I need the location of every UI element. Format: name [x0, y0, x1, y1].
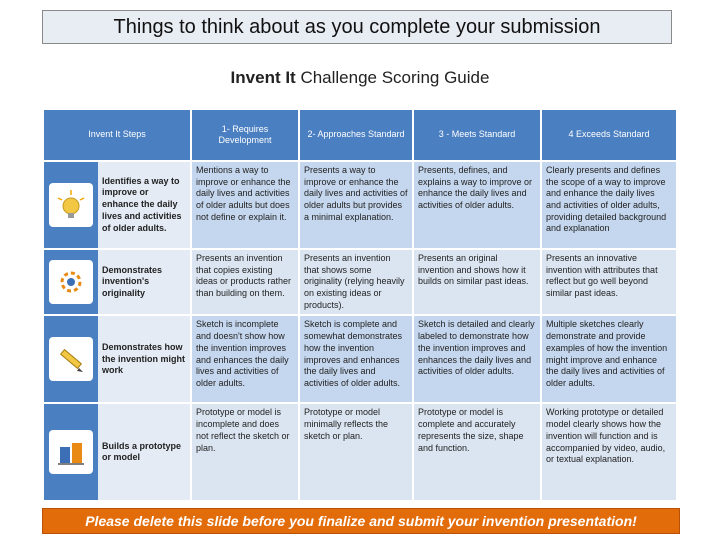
column-header-4: 4 Exceeds Standard [542, 110, 676, 160]
scoring-rubric-table [42, 108, 678, 502]
invent-it-icon [49, 260, 93, 304]
criteria-cell: Presents an original invention and shows how it builds on similar past ideas. [414, 250, 540, 314]
step-label: Builds a prototype or model [98, 404, 190, 500]
criteria-cell: Prototype or model minimally reflects the sketch or plan. [300, 404, 412, 500]
sketch-it-icon [49, 337, 93, 381]
column-header-steps: Invent It Steps [44, 110, 190, 160]
criteria-cell: Prototype or model is complete and accurately represents the size, shape and function. [414, 404, 540, 500]
criteria-cell: Mentions a way to improve or enhance the daily lives and activities of older adults but does not define or explain it. [192, 162, 298, 248]
column-header-3: 3 - Meets Standard [414, 110, 540, 160]
criteria-cell: Multiple sketches clearly demonstrate and provide examples of how the invention might improve and enhance the daily lives and activities of older adults. [542, 316, 676, 402]
delete-slide-banner: Please delete this slide before you finalize and submit your invention presentation! [42, 508, 680, 534]
think-it-icon [49, 183, 93, 227]
column-header-1: 1- Requires Development [192, 110, 298, 160]
step-cell [44, 162, 190, 248]
criteria-cell: Presents, defines, and explains a way to improve or enhance the daily lives and activities of older adults. [414, 162, 540, 248]
criteria-cell: Presents an invention that copies existing ideas or products rather than building on them. [192, 250, 298, 314]
criteria-cell: Clearly presents and defines the scope of a way to improve and enhance the daily lives and activities of older adults, providing detailed background and explanation [542, 162, 676, 248]
rubric-row-create-it [44, 404, 676, 500]
rubric-row-sketch-it [44, 316, 676, 402]
rubric-header-row [44, 110, 676, 160]
criteria-cell: Sketch is detailed and clearly labeled to demonstrate how the invention improves and enhances the daily lives and activities of older adults. [414, 316, 540, 402]
criteria-cell: Sketch is incomplete and doesn't show how the invention improves and enhances the daily lives and activities of older adults. [192, 316, 298, 402]
criteria-cell: Sketch is complete and somewhat demonstrates how the invention improves and enhances the daily lives and activities of older adults. [300, 316, 412, 402]
step-label: Demonstrates invention's originality [98, 250, 190, 314]
guide-title-rest: Challenge Scoring Guide [295, 68, 490, 87]
criteria-cell: Presents a way to improve or enhance the daily lives and activities of older adults but provides a minimal explanation. [300, 162, 412, 248]
step-cell [44, 250, 190, 314]
criteria-cell: Presents an innovative invention with attributes that reflect but go well beyond similar past ideas. [542, 250, 676, 314]
create-it-icon [49, 430, 93, 474]
rubric-row-invent-it [44, 250, 676, 314]
guide-title-bold: Invent It [230, 68, 296, 87]
step-label: Identifies a way to improve or enhance the daily lives and activities of older adults. [98, 162, 190, 248]
column-header-2: 2- Approaches Standard [300, 110, 412, 160]
step-cell [44, 404, 190, 500]
slide-title: Things to think about as you complete your submission [42, 10, 672, 44]
criteria-cell: Presents an invention that shows some originality (relying heavily on existing ideas or products). [300, 250, 412, 314]
rubric-row-think-it [44, 162, 676, 248]
step-label: Demonstrates how the invention might work [98, 316, 190, 402]
criteria-cell: Working prototype or detailed model clearly shows how the invention will function and is accompanied by video, audio, or textual explanation. [542, 404, 676, 500]
criteria-cell: Prototype or model is incomplete and does not reflect the sketch or plan. [192, 404, 298, 500]
scoring-guide-title [0, 68, 720, 88]
step-cell [44, 316, 190, 402]
